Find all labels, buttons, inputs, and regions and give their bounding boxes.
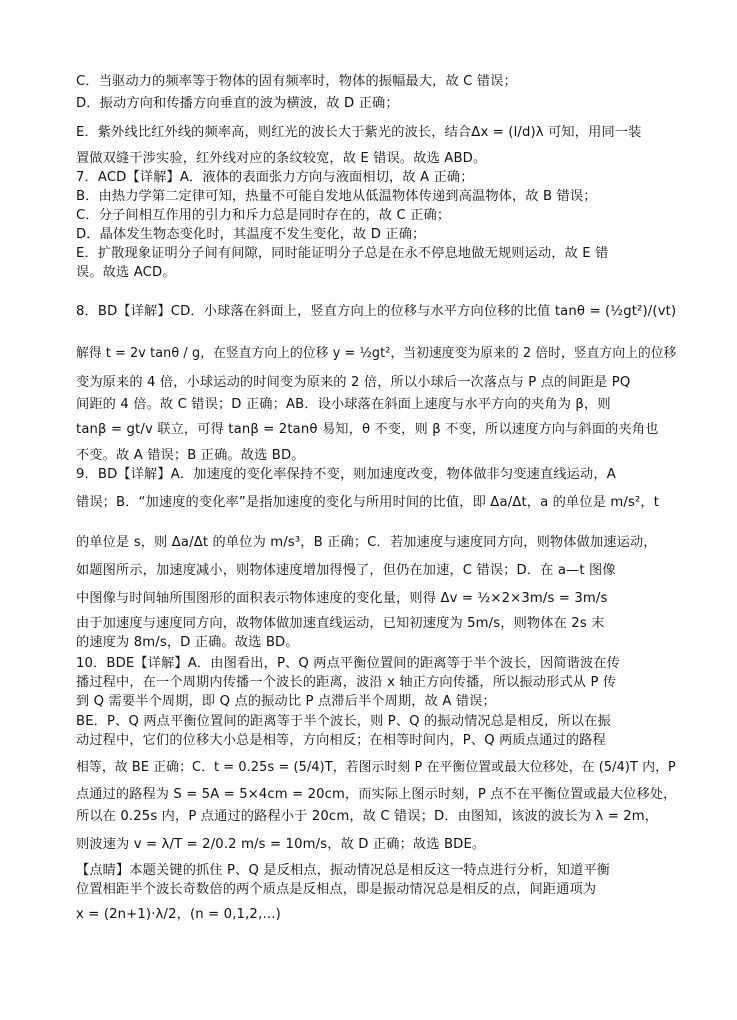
text-line: 则波速为 v = λ/T = 2/0.2 m/s = 10m/s，故 D 正确；故选 BDE。	[76, 837, 486, 852]
text-line: 间距的 4 倍。故 C 错误；D 正确；AB．设小球落在斜面上速度与水平方向的夹角为 β，则	[76, 397, 611, 412]
text-line: 【点睛】本题关键的抓住 P、Q 是反相点，振动情况总是相反这一特点进行分析，知道平衡	[76, 863, 611, 878]
text-line: 的单位是 s，则 Δa/Δt 的单位为 m/s³，B 正确；C．若加速度与速度同方向，则物体做加速运动，	[76, 535, 657, 550]
text-line: BE．P、Q 两点平衡位置间的距离等于半个波长，则 P、Q 的振动情况总是相反，所以在振	[76, 714, 611, 729]
text-line: 9．BD【详解】A．加速度的变化率保持不变，则加速度改变，物体做非匀变速直线运动，A	[76, 467, 616, 482]
text-line: C．当驱动力的频率等于物体的固有频率时，物体的振幅最大，故 C 错误；	[76, 74, 517, 89]
text-line: B．由热力学第二定律可知，热量不可能自发地从低温物体传递到高温物体，故 B 错误；	[76, 189, 597, 204]
text-line: D．振动方向和传播方向垂直的波为横波，故 D 正确；	[76, 96, 399, 111]
text-line: 中图像与时间轴所围图形的面积表示物体速度的变化量，则得 Δv = ½×2×3m/s = 3m/s	[76, 591, 608, 606]
text-line: 所以在 0.25s 内，P 点通过的路程小于 20cm，故 C 错误；D．由图知，该波的波长为 λ = 2m，	[76, 809, 659, 824]
text-line: 置做双缝干涉实验，红外线对应的条纹较宽，故 E 错误。故选 ABD。	[76, 151, 487, 166]
text-line: 由于加速度与速度同方向，故物体做加速直线运动，已知初速度为 5m/s，则物体在 2s 末	[76, 616, 605, 631]
text-line: 点通过的路程为 S = 5A = 5×4cm = 20cm，而实际上图示时刻，P 点不在平衡位置或最大位移处，	[76, 787, 677, 802]
text-line: tanβ = gt/v 联立，可得 tanβ = 2tanθ 易知，θ 不变，则 β 不变，所以速度方向与斜面的夹角也	[76, 422, 659, 437]
text-line: 错误；B．“加速度的变化率”是指加速度的变化与所用时间的比值，即 Δa/Δt，a 的单位是 m/s²，t	[76, 495, 660, 510]
text-line: 8．BD【详解】CD．小球落在斜面上，竖直方向上的位移与水平方向位移的比值 tanθ = (½gt²)/(vt)	[76, 304, 677, 319]
text-line: E．扩散现象证明分子间有间隙，同时能证明分子总是在永不停息地做无规则运动，故 E 错	[76, 246, 609, 261]
text-line: E．紫外线比红外线的频率高，则红光的波长大于紫光的波长，结合Δx = (l/d)λ 可知，用同一装	[76, 125, 642, 140]
text-line: 位置相距半个波长奇数倍的两个质点是反相点，即是振动情况总是相反的点，间距通项为	[76, 882, 597, 897]
text-line: 10．BDE【详解】A．由图看出，P、Q 两点平衡位置间的距离等于半个波长，因简谐波在传	[76, 656, 621, 671]
text-line: 7．ACD【详解】A．液体的表面张力方向与液面相切，故 A 正确；	[76, 170, 474, 185]
text-line: D．晶体发生物态变化时，其温度不发生变化，故 D 正确；	[76, 227, 426, 242]
text-line: 误。故选 ACD。	[76, 265, 176, 280]
text-line: 播过程中，在一个周期内传播一个波长的距离，波沿 x 轴正方向传播，所以振动形式从 P 传	[76, 675, 617, 690]
text-line: 相等，故 BE 正确；C．t = 0.25s = (5/4)T，若图示时刻 P 在平衡位置或最大位移处，在 (5/4)T 内，P	[76, 760, 676, 775]
text-line: 解得 t = 2v tanθ / g，在竖直方向上的位移 y = ½gt²，当初速度变为原来的 2 倍时，竖直方向上的位移	[76, 346, 677, 361]
text-line: 动过程中，它们的位移大小总是相等，方向相反；在相等时间内，P、Q 两质点通过的路程	[76, 733, 606, 748]
text-line: C．分子间相互作用的引力和斥力总是同时存在的，故 C 正确；	[76, 208, 451, 223]
text-line: 不变。故 A 错误；B 正确。故选 BD。	[76, 448, 305, 463]
text-line: 如题图所示，加速度减小，则物体速度增加得慢了，但仍在加速，C 错误；D．在 a—t 图像	[76, 563, 616, 578]
text-line: 到 Q 需要半个周期，即 Q 点的振动比 P 点滞后半个周期，故 A 错误；	[76, 694, 496, 709]
text-line: 变为原来的 4 倍，小球运动的时间变为原来的 2 倍，所以小球后一次落点与 P 点的间距是 PQ	[76, 375, 631, 390]
text-line: x = (2n+1)·λ/2，(n = 0,1,2,…)	[76, 907, 281, 922]
text-line: 的速度为 8m/s，D 正确。故选 BD。	[76, 635, 299, 650]
